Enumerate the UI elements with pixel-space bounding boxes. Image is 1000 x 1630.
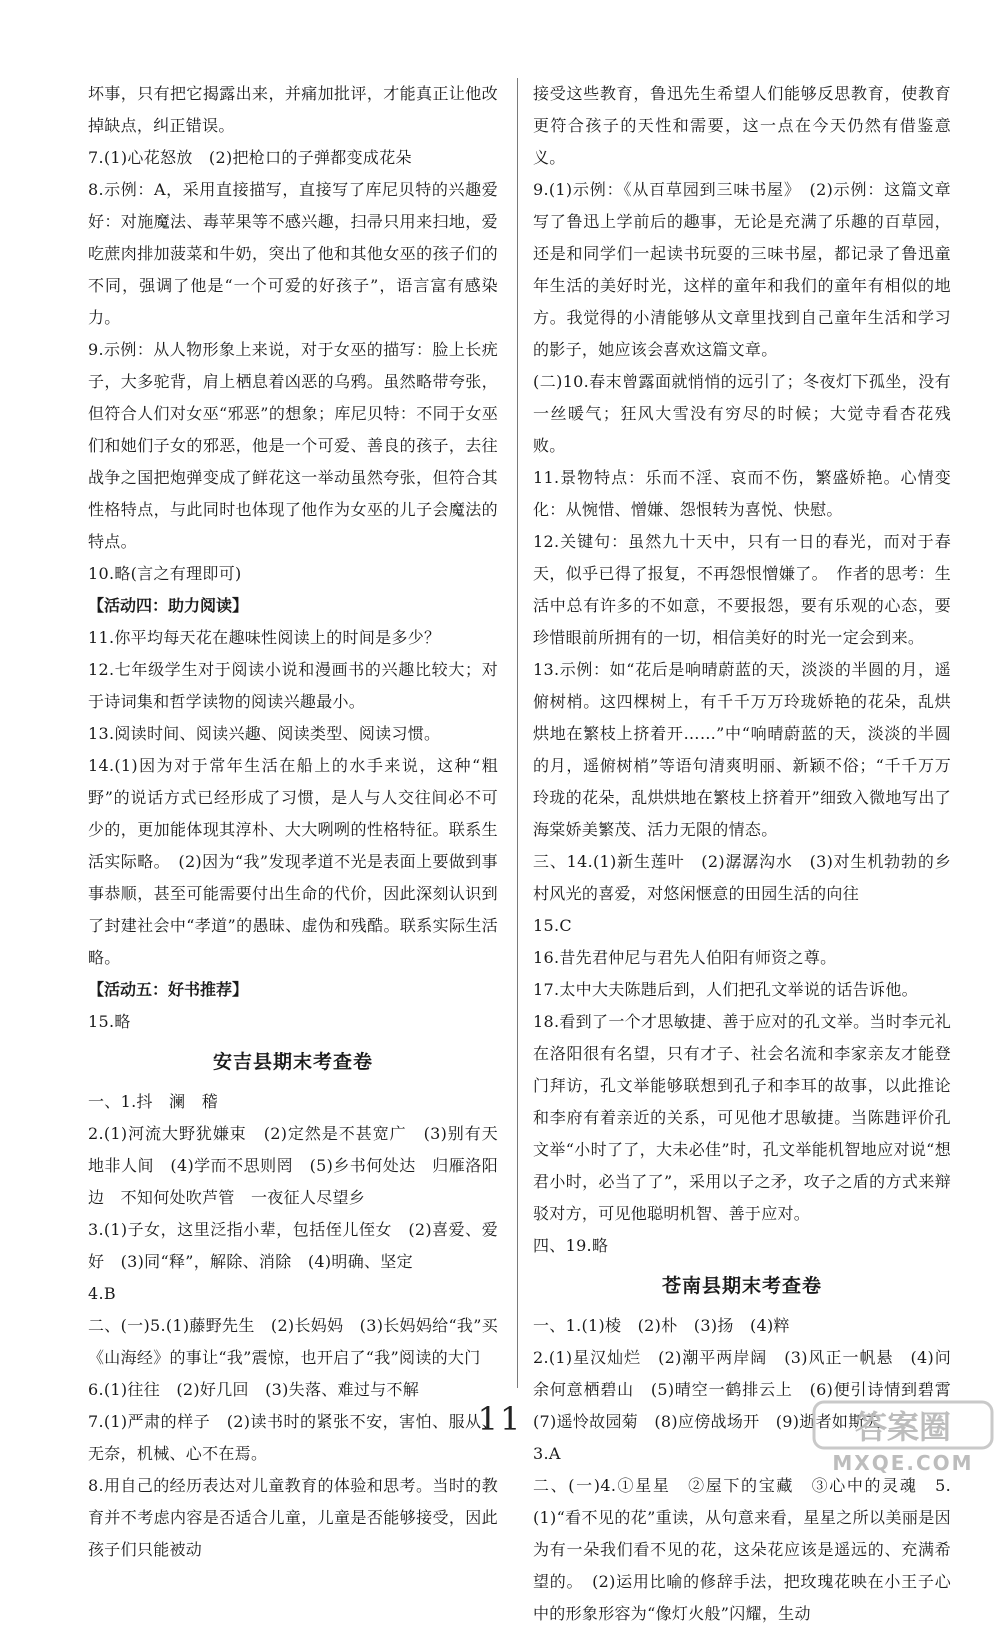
answer-paragraph: 2.(1)河流大野犹嫌束 (2)定然是不甚宽广 (3)别有天地非人间 (4)学而不思则罔 (5)乡书何处达 归雁洛阳边 不知何处吹芦管 一夜征人尽望乡 [88, 1124, 498, 1207]
answer-paragraph: 8.用自己的经历表达对儿童教育的体验和思考。当时的教育并不考虑内容是否适合儿童，儿童是否能够接受，因此孩子们只能被动 [88, 1476, 498, 1559]
column-divider [517, 78, 518, 1388]
answer-paragraph: 18.看到了一个才思敏捷、善于应对的孔文举。当时李元礼在洛阳很有名望，只有才子、社会名流和李家亲友才能登门拜访，孔文举能够联想到孔子和李耳的故事，以此推论和李府有着亲近的关系，可见他才思敏捷。当陈韪评价孔文举“小时了了，大未必佳”时，孔文举能机智地应对说“想君小时，必当了了”，采用以子之矛，攻子之盾的方式来辩驳对方，可见他聪明机智、善于应对。 [533, 1012, 951, 1223]
answer-paragraph: 7.(1)心花怒放 (2)把枪口的子弹都变成花朵 [88, 148, 412, 167]
answer-paragraph: 一、1.抖 澜 稽 [88, 1092, 218, 1111]
answer-paragraph: 8.示例：A，采用直接描写，直接写了库尼贝特的兴趣爱好：对施魔法、毒苹果等不感兴趣，扫帚只用来扫地，爱吃蔗肉排加菠菜和牛奶，突出了他和其他女巫的孩子们的不同，强调了他是“一个可爱的好孩子”，语言富有感染力。 [88, 180, 498, 327]
answer-paragraph: 17.太中大夫陈韪后到，人们把孔文举说的话告诉他。 [533, 980, 918, 999]
answer-paragraph: 13.示例：如“花后是响晴蔚蓝的天，淡淡的半圆的月，遥俯树梢。这四棵树上，有千千万万玲珑娇艳的花朵，乱烘烘地在繁枝上挤着开……”中“响晴蔚蓝的天，淡淡的半圆的月，遥俯树梢”等语句清爽明丽、新颖不俗；“千千万万玲珑的花朵，乱烘烘地在繁枝上挤着开”细致入微地写出了海棠娇美繁茂、活力无限的情态。 [533, 660, 951, 839]
answer-paragraph: 坏事，只有把它揭露出来，并痛加批评，才能真正让他改掉缺点，纠正错误。 [88, 84, 498, 135]
answer-paragraph: 3.(1)子女，这里泛指小辈，包括侄儿侄女 (2)喜爱、爱好 (3)同“释”，解除、消除 (4)明确、坚定 [88, 1220, 498, 1271]
answer-paragraph: 2.(1)星汉灿烂 (2)潮平两岸阔 (3)风正一帆悬 (4)问余何意栖碧山 (5)晴空一鹤排云上 (6)便引诗情到碧霄 (7)遥怜故园菊 (8)应傍战场开 (9)逝者如斯夫 [533, 1348, 968, 1431]
answer-paragraph: 接受这些教育，鲁迅先生希望人们能够反思教育，使教育更符合孩子的天性和需要，这一点在今天仍然有借鉴意义。 [533, 84, 951, 167]
watermark-top-text: 答案圈 [854, 1408, 952, 1446]
watermark-logo [808, 1398, 998, 1476]
answer-paragraph: 14.(1)因为对于常年生活在船上的水手来说，这种“粗野”的说话方式已经形成了习惯，是人与人交往间必不可少的，更加能体现其淳朴、大大咧咧的性格特征。联系生活实际略。 (2)因为“我”发现孝道不光是表面上要做到事事恭顺，甚至可能需要付出生命的代价，因此深刻认识到了封建社会中“孝道”的愚昧、虚伪和残酷。联系实际生活略。 [88, 756, 498, 967]
answer-paragraph: 一、1.(1)棱 (2)朴 (3)扬 (4)粹 [533, 1316, 790, 1335]
answer-paragraph: 16.昔先君仲尼与君先人伯阳有师资之尊。 [533, 948, 837, 967]
answer-paragraph: 7.(1)严肃的样子 (2)读书时的紧张不安，害怕、服从、无奈，机械、心不在焉。 [88, 1412, 498, 1463]
exam-section-title: 安吉县期末考查卷 [212, 1051, 373, 1073]
answer-paragraph: 15.略 [88, 1012, 131, 1031]
watermark-bottom-text: MXQE.COM [832, 1451, 974, 1475]
answer-paragraph: 4.B [88, 1284, 116, 1303]
answer-paragraph: (二)10.春末曾露面就悄悄的远引了；冬夜灯下孤坐，没有一丝暖气；狂风大雪没有穷尽的时候；大觉寺看杏花残败。 [533, 372, 951, 455]
answer-paragraph: 三、14.(1)新生莲叶 (2)潺潺沟水 (3)对生机勃勃的乡村风光的喜爱，对悠闲惬意的田园生活的向往 [533, 852, 951, 903]
answer-paragraph: 11.你平均每天花在趣味性阅读上的时间是多少？ [88, 628, 441, 647]
answer-paragraph: 四、19.略 [533, 1236, 609, 1255]
answer-paragraph: 二、(一)5.(1)藤野先生 (2)长妈妈 (3)长妈妈给“我”买《山海经》的事让“我”震惊，也开启了“我”阅读的大门 [88, 1316, 499, 1367]
answer-paragraph: 15.C [533, 916, 572, 935]
answer-paragraph: 9.示例：从人物形象上来说，对于女巫的描写：脸上长疣子，大多驼背，肩上栖息着凶恶的乌鸦。虽然略带夸张，但符合人们对女巫“邪恶”的想象；库尼贝特：不同于女巫们和她们子女的邪恶，他是一个可爱、善良的孩子，去往战争之国把炮弹变成了鲜花这一举动虽然夸张，但符合其性格特点，与此同时也体现了他作为女巫的儿子会魔法的特点。 [88, 340, 498, 551]
page-number: 11 [477, 1400, 523, 1438]
answer-paragraph: 12.关键句：虽然九十天中，只有一日的春光，而对于春天，似乎已得了报复，不再怨恨憎嫌了。 作者的思考：生活中总有许多的不如意，不要报怨，要有乐观的心态，要珍惜眼前所拥有的一切，相信美好的时光一定会到来。 [533, 532, 951, 647]
answer-paragraph: 10.略(言之有理即可) [88, 564, 242, 583]
exam-section-title: 苍南县期末考查卷 [661, 1275, 822, 1297]
answer-paragraph: 6.(1)往往 (2)好几回 (3)失落、难过与不解 [88, 1380, 420, 1399]
answer-paragraph: 9.(1)示例：《从百草园到三味书屋》 (2)示例：这篇文章写了鲁迅上学前后的趣事，无论是充满了乐趣的百草园，还是和同学们一起读书玩耍的三味书屋，都记录了鲁迅童年生活的美好时光，这样的童年和我们的童年有相似的地方。我觉得的小清能够从文章里找到自己童年生活和学习的影子，她应该会喜欢这篇文章。 [533, 180, 951, 359]
answer-paragraph: 13.阅读时间、阅读兴趣、阅读类型、阅读习惯。 [88, 724, 441, 743]
activity-heading: 【活动五：好书推荐】 [88, 980, 249, 999]
answer-paragraph: 12.七年级学生对于阅读小说和漫画书的兴趣比较大；对于诗词集和哲学读物的阅读兴趣最小。 [88, 660, 498, 711]
answer-paragraph: 二、(一)4.①星星 ②屋下的宝藏 ③心中的灵魂 5.(1)“看不见的花”重读，从句意来看，星星之所以美丽是因为有一朵我们看不见的花，这朵花应该是遥远的、充满希望的。 (2)运用比喻的修辞手法，把玫瑰花映在小王子心中的形象形容为“像灯火般”闪耀，生动 [533, 1476, 951, 1623]
answer-paragraph: 11.景物特点：乐而不淫、哀而不伤，繁盛娇艳。心情变化：从惋惜、憎嫌、怨恨转为喜悦、快慰。 [533, 468, 951, 519]
left-column [88, 78, 498, 1566]
answer-paragraph: 3.A [533, 1444, 561, 1463]
activity-heading: 【活动四：助力阅读】 [88, 596, 249, 615]
